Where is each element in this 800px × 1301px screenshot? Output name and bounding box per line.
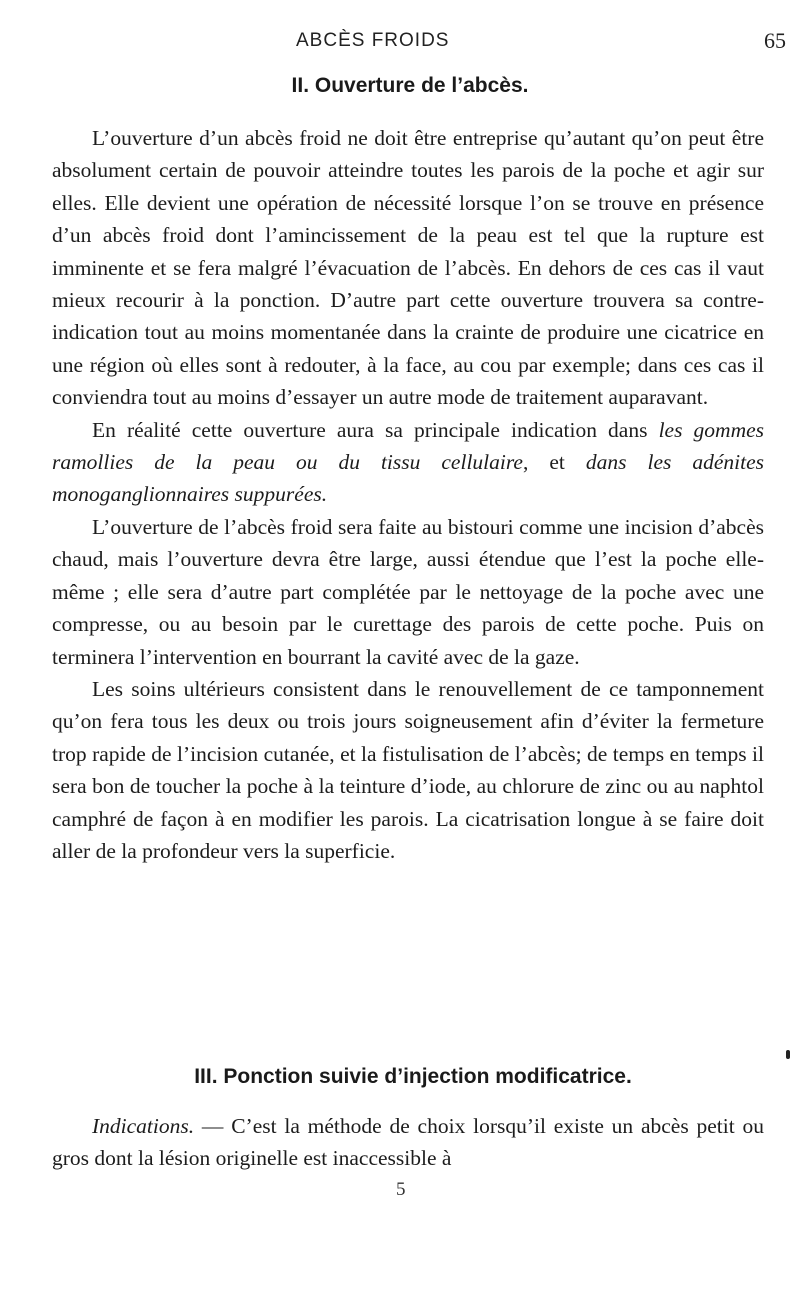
- paragraph: Les soins ultérieurs consistent dans le renouvellement de ce tamponnement qu’on fera tous les deux ou trois jours soigneusement afin d’éviter la fermeture trop rapide de l’incision cutanée, et la fistulisation de l’abcès; de temps en temps il sera bon de toucher la poche à la teinture d’iode, au chlorure de zinc ou au naphtol camphré de façon à en modifier les parois. La cicatrisation longue à se faire doit aller de la profondeur vers la superficie.: [52, 676, 764, 863]
- section-heading-ouverture: II. Ouverture de l’abcès.: [291, 74, 529, 97]
- paragraph-text: , et: [522, 450, 565, 475]
- paragraph-text: En réalité cette ouverture aura sa principale indication dans: [92, 417, 648, 442]
- signature-mark: 5: [396, 1179, 406, 1200]
- paragraph: L’ouverture d’un abcès froid ne doit être entreprise qu’autant qu’on peut être absolument certain de pouvoir atteindre toutes les parois de la poche et agir sur elles. Elle devient une opération de nécessité lorsque l’on se trouve en présence d’un abcès froid dont l’amincissement de la peau est tel que la rupture est imminente et se fera malgré l’évacuation de l’abcès. En dehors de ces cas il vaut mieux recourir à la ponction. D’autre part cette ouverture trouvera sa contre-indication tout au moins momentanée dans la crainte de produire une cicatrice en une région où elles sont à redouter, à la face, au cou par exemple; dans ces cas il conviendra tout au moins d’essayer un autre mode de traitement auparavant.: [52, 126, 764, 410]
- running-head: [0, 28, 800, 58]
- ink-speck: [786, 1050, 790, 1059]
- page-number: 65: [764, 28, 786, 53]
- italic-lead: Indications.: [92, 1114, 195, 1138]
- section-body-ouverture: [52, 122, 764, 867]
- italic-term: dans les adénites monoganglionnaires suppurées.: [52, 450, 765, 507]
- section-body-ponction: [52, 1110, 764, 1175]
- paragraph-text: — C’est la méthode de choix lorsqu’il existe un abcès petit ou gros dont la lésion originelle est inaccessible à: [52, 1114, 764, 1171]
- running-title: ABCÈS FROIDS: [296, 30, 450, 51]
- paragraph: [52, 414, 764, 511]
- paragraph: [52, 1110, 764, 1175]
- section-heading-ponction: III. Ponction suivie d’injection modificatrice.: [194, 1065, 632, 1088]
- italic-term: les gommes ramollies de la peau ou du tissu cellulaire: [52, 417, 765, 475]
- paragraph: L’ouverture de l’abcès froid sera faite au bistouri comme une incision d’abcès chaud, mais l’ouverture devra être large, aussi étendue que l’est la poche elle-même ; elle sera d’autre part complétée par le nettoyage de la poche avec une compresse, ou au besoin par le curettage des parois de cette poche. Puis on terminera l’intervention en bourrant la cavité avec de la gaze.: [52, 514, 764, 669]
